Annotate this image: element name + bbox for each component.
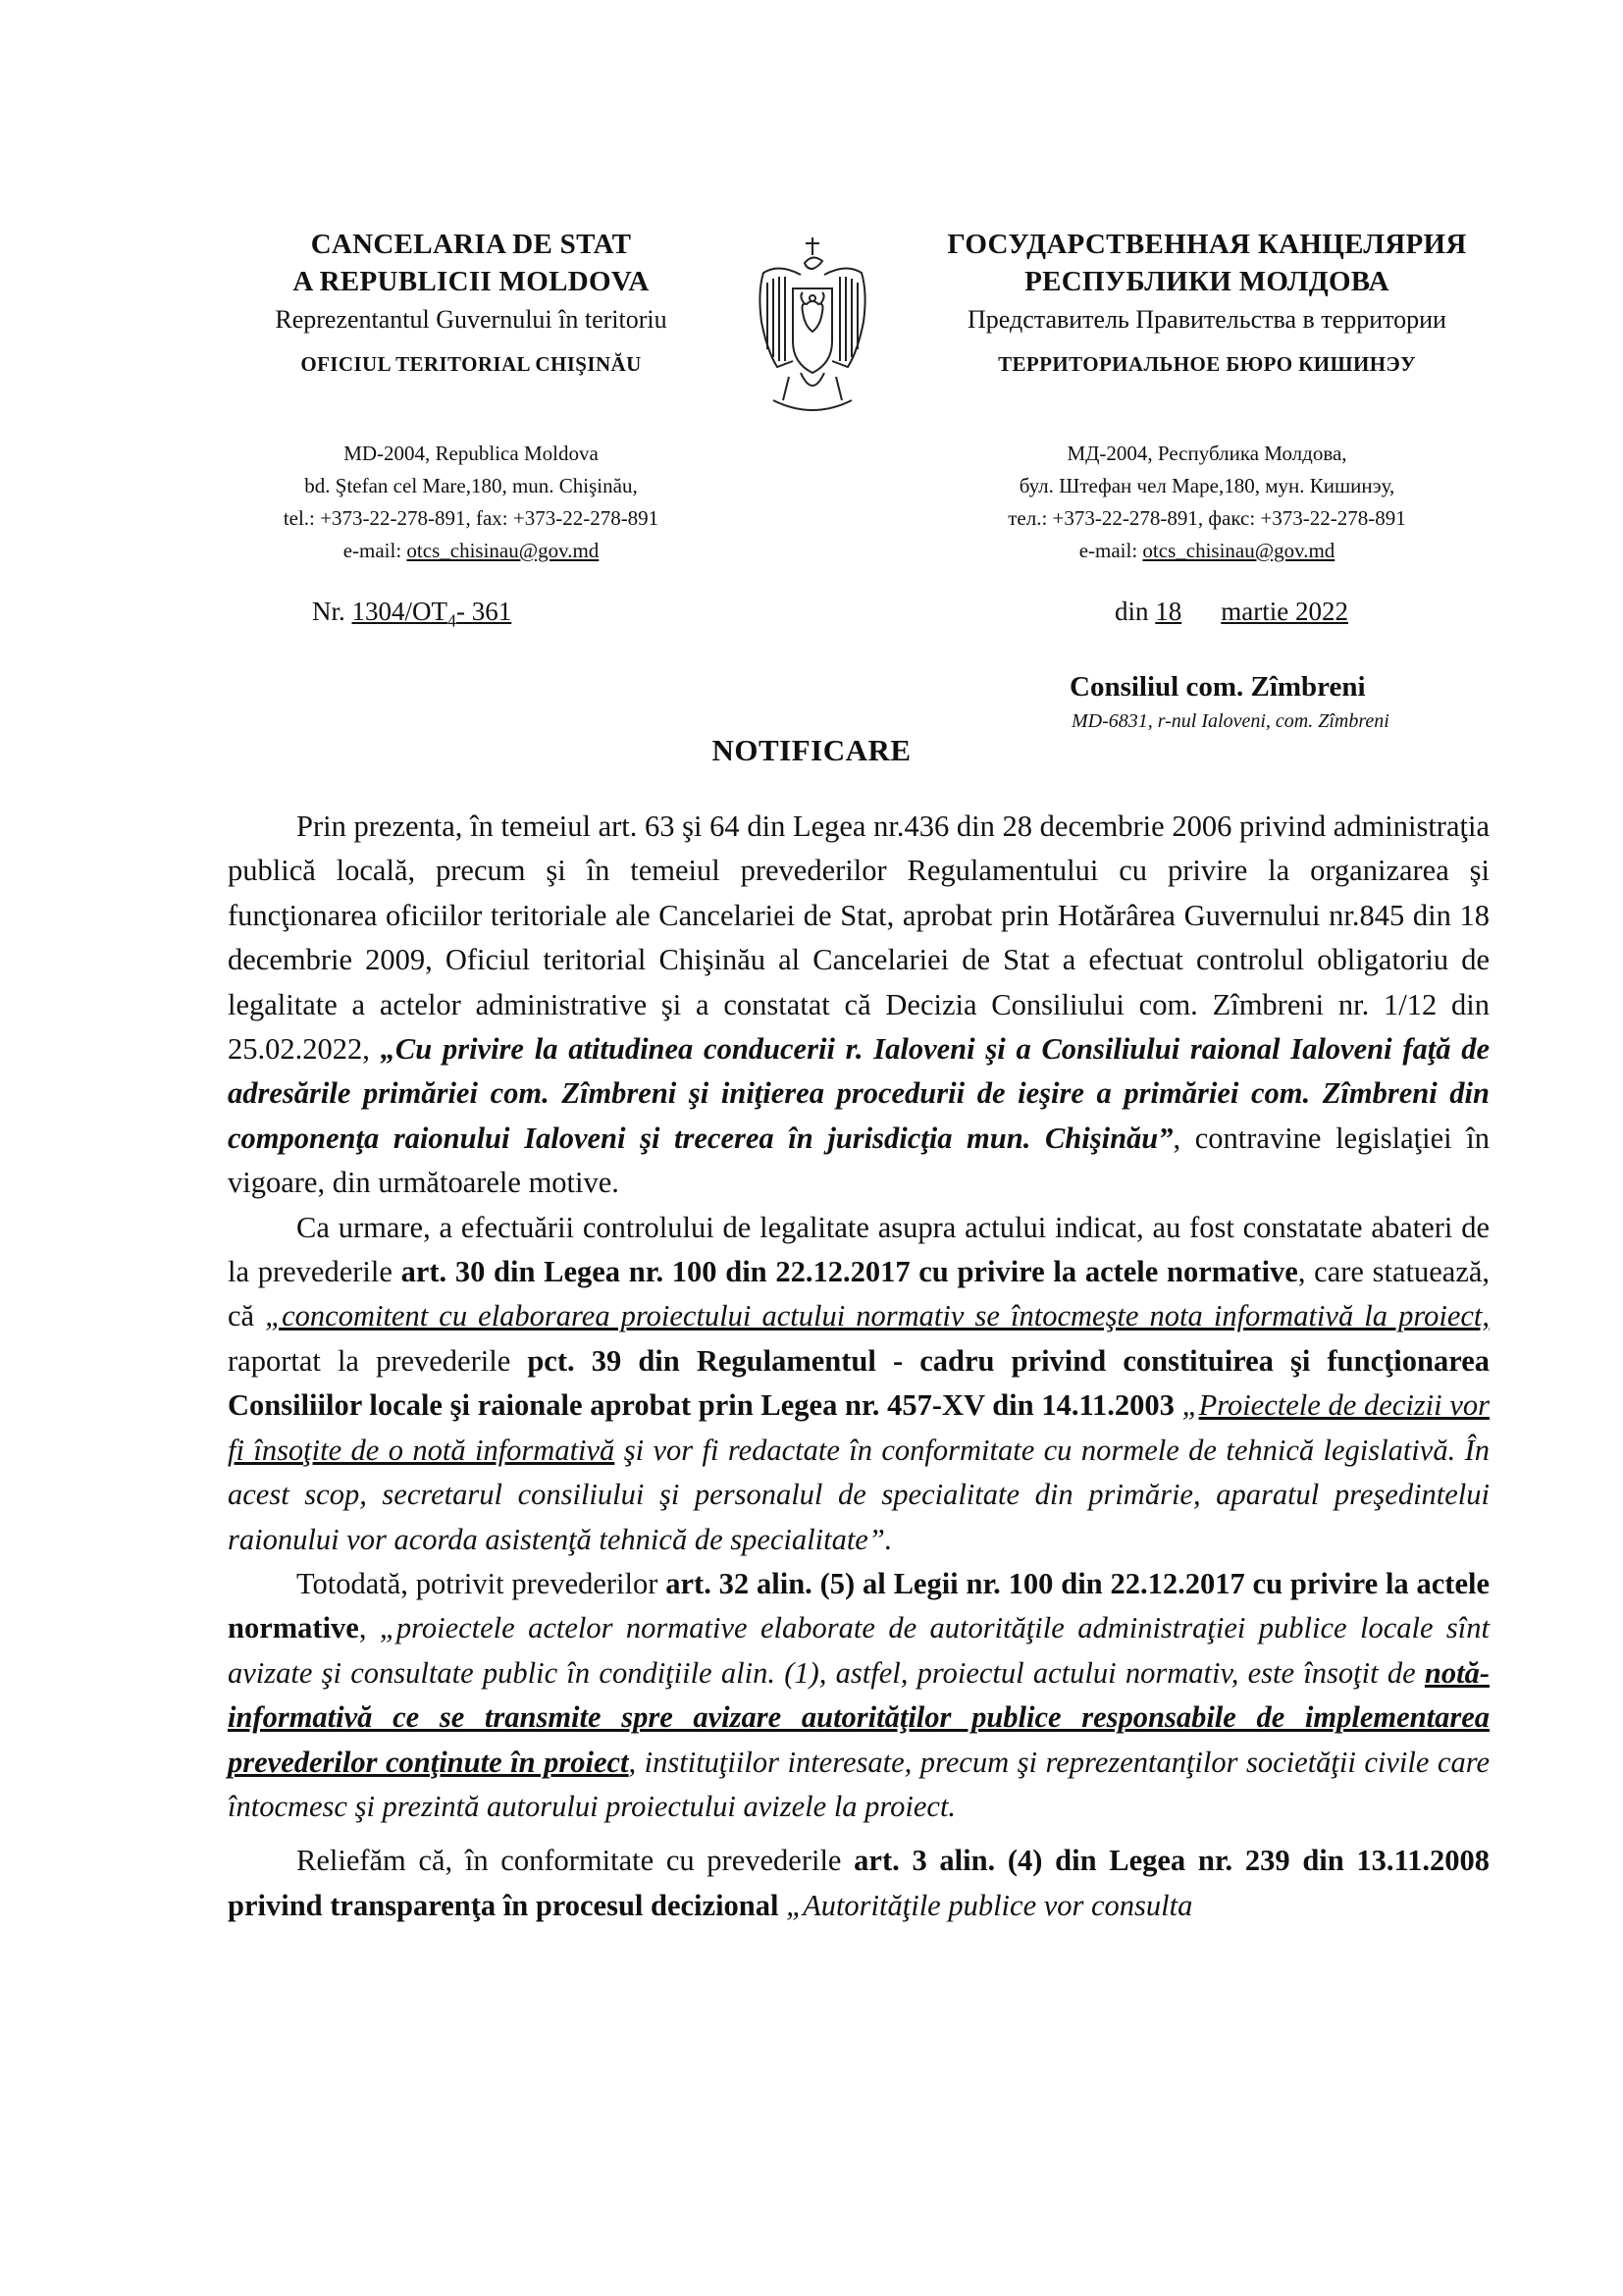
address-ru-line3: тел.: +373-22-278-891, факс: +373-22-278-891 <box>1008 506 1406 530</box>
recipient-block <box>1070 667 1501 736</box>
registration-number-subscript: 4 <box>447 610 456 631</box>
address-ro-line1: MD-2004, Republica Moldova <box>343 442 599 465</box>
date-month <box>1211 597 1370 626</box>
p4-law-ref: art. 3 alin. (4) din Legea nr. 239 din 13.11.2008 privind transparenţa în procesul decizional <box>228 1844 1490 1922</box>
registration-number <box>312 597 511 631</box>
registration-number-prefix: Nr. <box>312 597 352 626</box>
address-ru-email-line <box>893 535 1521 567</box>
registration-date <box>1115 597 1370 627</box>
address-ro <box>177 438 765 567</box>
p2-quote-2-underlined: Proiectele de decizii vor fi însoţite de o notă informativă <box>228 1388 1491 1467</box>
email-link[interactable]: otcs_chisinau@gov.md <box>1142 539 1335 562</box>
paragraph-1 <box>228 805 1490 1206</box>
address-ro-line2: bd. Ştefan cel Mare,180, mun. Chişinău, <box>304 474 638 497</box>
p3-text: Totodată, potrivit prevederilor <box>296 1566 666 1600</box>
org-name-ro: CANCELARIA DE STAT <box>310 229 632 260</box>
org-country-ro: A REPUBLICII MOLDOVA <box>292 266 650 297</box>
p2-text-2: , care statuează, că <box>228 1255 1491 1333</box>
registration-number-part1: 1304/OT <box>351 597 447 626</box>
org-name-ru: ГОСУДАРСТВЕННАЯ КАНЦЕЛЯРИЯ <box>947 229 1467 260</box>
registration-number-part2: - 361 <box>456 597 512 626</box>
email-link[interactable]: otcs_chisinau@gov.md <box>406 539 600 562</box>
p1-text-end: , contravine legislaţiei în vigoare, din următoarele motive. <box>228 1121 1490 1200</box>
org-subtitle-ro: Reprezentantul Guvernului în teritoriu <box>275 305 667 334</box>
p1-decision-title: „Cu privire la atitudinea conducerii r. Ialoveni şi a Consiliului raional Ialoveni faţă de adresările primăriei com. Zîmbreni şi iniţierea procedurii de ieşire a primăriei com. Zîmbreni din componenţa raionului Ialoveni şi trecerea în jurisdicţia mun. Chişinău” <box>228 1032 1490 1155</box>
p3-law-ref: art. 32 alin. (5) al Legii nr. 100 din 22.12.2017 cu privire la actele normative <box>228 1566 1490 1645</box>
p2-law-ref: art. 30 din Legea nr. 100 din 22.12.2017 cu privire la actele normative <box>400 1255 1298 1289</box>
org-country-ru: РЕСПУБЛИКИ МОЛДОВА <box>1024 266 1389 297</box>
address-ru-line1: МД-2004, Республика Молдова, <box>1067 442 1347 465</box>
p2-quote-open: „ <box>1174 1388 1199 1423</box>
address-ro-email-line <box>177 535 765 567</box>
paragraph-3 <box>228 1562 1490 1829</box>
p4-text: Reliefăm că, în conformitate cu prevederile <box>296 1844 855 1878</box>
office-name-ro: OFICIUL TERITORIAL CHIŞINĂU <box>300 352 642 376</box>
office-name-ru: ТЕРРИТОРИАЛЬНОЕ БЮРО КИШИНЭУ <box>998 352 1416 376</box>
date-day: 18 <box>1155 597 1182 626</box>
document-title: NOTIFICARE <box>711 733 912 767</box>
p1-text: Prin prezenta, în temeiul art. 63 şi 64 din Legea nr.436 din 28 decembrie 2006 privind administraţia publică locală, precum şi în temeiul prevederilor Regulamentului cu privire la organizarea şi funcţionarea oficiilor teritoriale ale Cancelariei de Stat, aprobat prin Hotărârea Guvernului nr.845 din 18 decembrie 2009, Oficiul teritorial Chişinău al Cancelariei de Stat a efectuat controlul obligatoriu de legalitate a actelor administrative şi a constatat că Decizia Consiliului com. Zîmbreni nr. 1/12 din 25.02.2022, <box>228 809 1490 1067</box>
registration-number-value <box>351 597 512 631</box>
p3-quote: „proiectele actelor normative elaborate de autorităţile administraţiei publice locale sînt avizate şi consultate public în condiţiile alin. (1), astfel, proiectul actului normativ, este însoţit de <box>228 1611 1490 1690</box>
p2-regulation-ref: pct. 39 din Regulamentul - cadru privind constituirea şi funcţionarea Consiliilor locale şi raionale aprobat prin Legea nr. 457-XV din 14.11.2003 <box>228 1343 1490 1423</box>
p2-text-3: raportat la prevederile <box>228 1343 528 1378</box>
address-ru <box>893 438 1521 567</box>
coat-of-arms-icon <box>744 234 881 430</box>
recipient-address: MD-6831, r-nul Ialoveni, com. Zîmbreni <box>1072 710 1389 732</box>
p3-comma: , <box>358 1611 380 1645</box>
p2-quote-1: „concomitent cu elaborarea proiectului actului normativ se întocmeşte nota informativă la proiect, <box>265 1299 1490 1333</box>
header-left <box>177 226 765 385</box>
p2-quote-2-rest: şi vor fi redactate în conformitate cu normele de tehnică legislativă. În acest scop, secretarul consiliului şi personalul de specialitate din primărie, aparatul preşedintelui raionului vor acorda asistenţă tehnică de specialitate”. <box>228 1433 1490 1556</box>
email-prefix: e-mail: <box>1078 539 1143 562</box>
p3-quote-end: , instituţiilor interesate, precum şi reprezentanţilor societăţii civile care întocmesc şi prezintă autorului proiectului avizele la proiect. <box>228 1745 1490 1823</box>
address-ru-line2: бул. Штефан чел Маре,180, мун. Кишинэу, <box>1019 474 1395 497</box>
date-prefix: din <box>1115 597 1156 626</box>
org-subtitle-ru: Представитель Правительства в территории <box>968 305 1446 334</box>
recipient-name: Consiliul com. Zîmbreni <box>1070 671 1366 703</box>
document-body <box>228 805 1490 1928</box>
email-prefix: e-mail: <box>342 539 407 562</box>
paragraph-4 <box>228 1839 1490 1928</box>
header-right <box>893 226 1521 385</box>
date-month-value: martie 2022 <box>1221 597 1348 626</box>
p2-text: Ca urmare, a efectuării controlului de legalitate asupra actului indicat, au fost constatate abateri de la prevederile <box>228 1210 1490 1289</box>
p4-quote: „Autorităţile publice vor consulta <box>778 1888 1193 1922</box>
paragraph-2 <box>228 1206 1490 1562</box>
address-ro-line3: tel.: +373-22-278-891, fax: +373-22-278-891 <box>283 506 659 530</box>
p3-quote-emphasis: notă-informativă ce se transmite spre avizare autorităţilor publice responsabile de implementarea prevederilor conţinute în proiect <box>228 1655 1490 1779</box>
